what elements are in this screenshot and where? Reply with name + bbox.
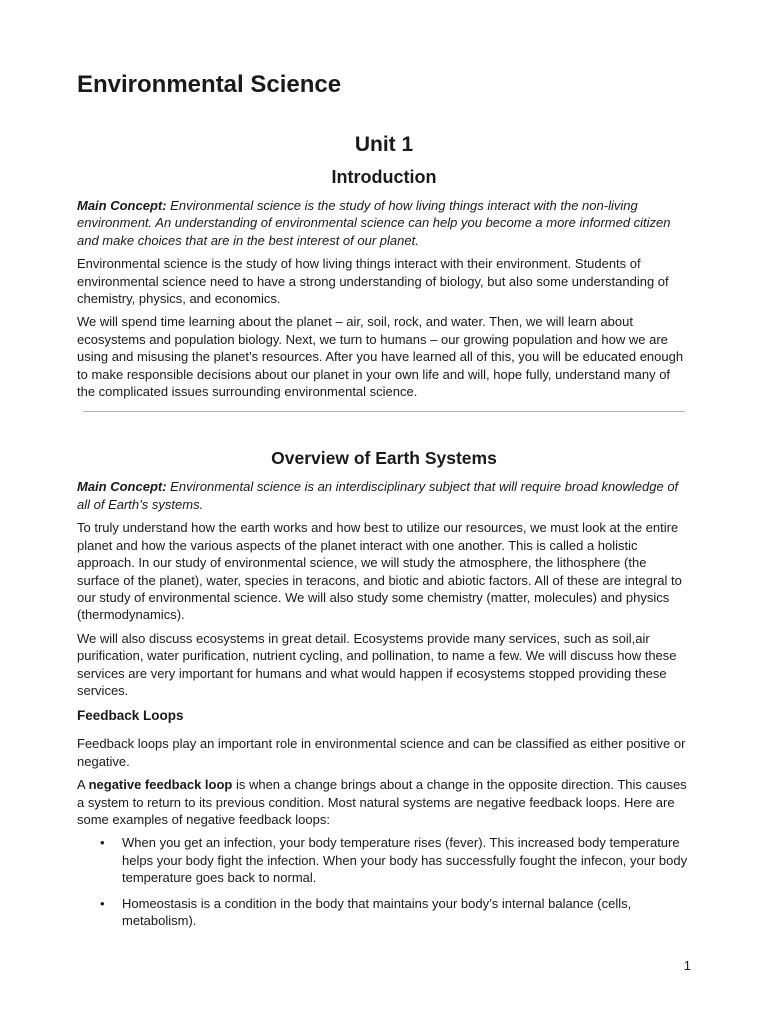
introduction-heading: Introduction	[331, 167, 437, 187]
overview-paragraph: We will also discuss ecosystems in great detail. Ecosystems provide many services, such as soil,air purification, water purification, nutrient cycling, and pollination, to name a few. We will discuss how these services are very important for humans and what would happen if ecosystems stopped providing these services.	[77, 630, 677, 698]
section-divider	[83, 411, 685, 412]
negative-feedback-paragraph	[77, 776, 691, 828]
intro-paragraph: We will spend time learning about the planet – air, soil, rock, and water. Then, we will learn about ecosystems and population biology. Next, we turn to humans – our growing population and how we are using and misusing the planet’s resources. After you have learned all of this, you will be educated enough to make responsible decisions about our planet in your own life and will, hope fully, understand many of the complicated issues surrounding environmental science.	[77, 314, 684, 400]
overview-paragraph: To truly understand how the earth works and how best to utilize our resources, we must look at the entire planet and how the various aspects of the planet interact with one another. This is called a holistic approach. In our study of environmental science, we will study the atmosphere, the lithosphere (the surface of the planet), water, species in teracons, and biotic and abiotic factors. All of these are integral to our study of environmental science. We will also study some chemistry (matter, molecules) and physics (thermodynamics).	[77, 520, 682, 623]
page-number: 1	[683, 958, 691, 973]
overview-main-concept	[77, 478, 691, 513]
negative-feedback-term: negative feedback loop	[88, 777, 233, 793]
intro-main-concept	[77, 197, 691, 249]
overview-heading: Overview of Earth Systems	[271, 448, 497, 469]
feedback-loops-heading: Feedback Loops	[77, 708, 184, 724]
list-item: • When you get an infection, your body temperature rises (fever). This increased body temperature helps your body fight the infection. When your body has successfully fought the infecon, your body temperature goes back to normal.	[122, 834, 691, 886]
examples-list	[77, 834, 691, 929]
unit-title: Unit 1	[354, 133, 414, 156]
main-concept-label: Main Concept:	[77, 479, 167, 495]
feedback-intro-paragraph: Feedback loops play an important role in environmental science and can be classified as either positive or negative.	[77, 736, 686, 769]
negative-feedback-text: is when a change brings about a change in the opposite direction. This causes a system to return to its previous condition. Most natural systems are negative feedback loops. Here are some examples of negative feedback loops:	[77, 777, 687, 827]
main-concept-text: Environmental science is the study of how living things interact with the non-living environment. An understanding of environmental science can help you become a more informed citizen and make choices that are in the best interest of our planet.	[77, 198, 671, 248]
neg-prefix: A	[77, 777, 89, 793]
main-concept-text: Environmental science is an interdisciplinary subject that will require broad knowledge of all of Earth’s systems.	[77, 479, 679, 512]
intro-paragraph: Environmental science is the study of how living things interact with their environment. Students of environmental science need to have a strong understanding of biology, but also some understanding of chemistry, physics, and economics.	[77, 256, 669, 307]
list-item: • Homeostasis is a condition in the body that maintains your body’s internal balance (cells, metabolism).	[122, 895, 691, 930]
main-concept-label: Main Concept:	[77, 198, 167, 213]
document-title: Environmental Science	[77, 71, 342, 98]
